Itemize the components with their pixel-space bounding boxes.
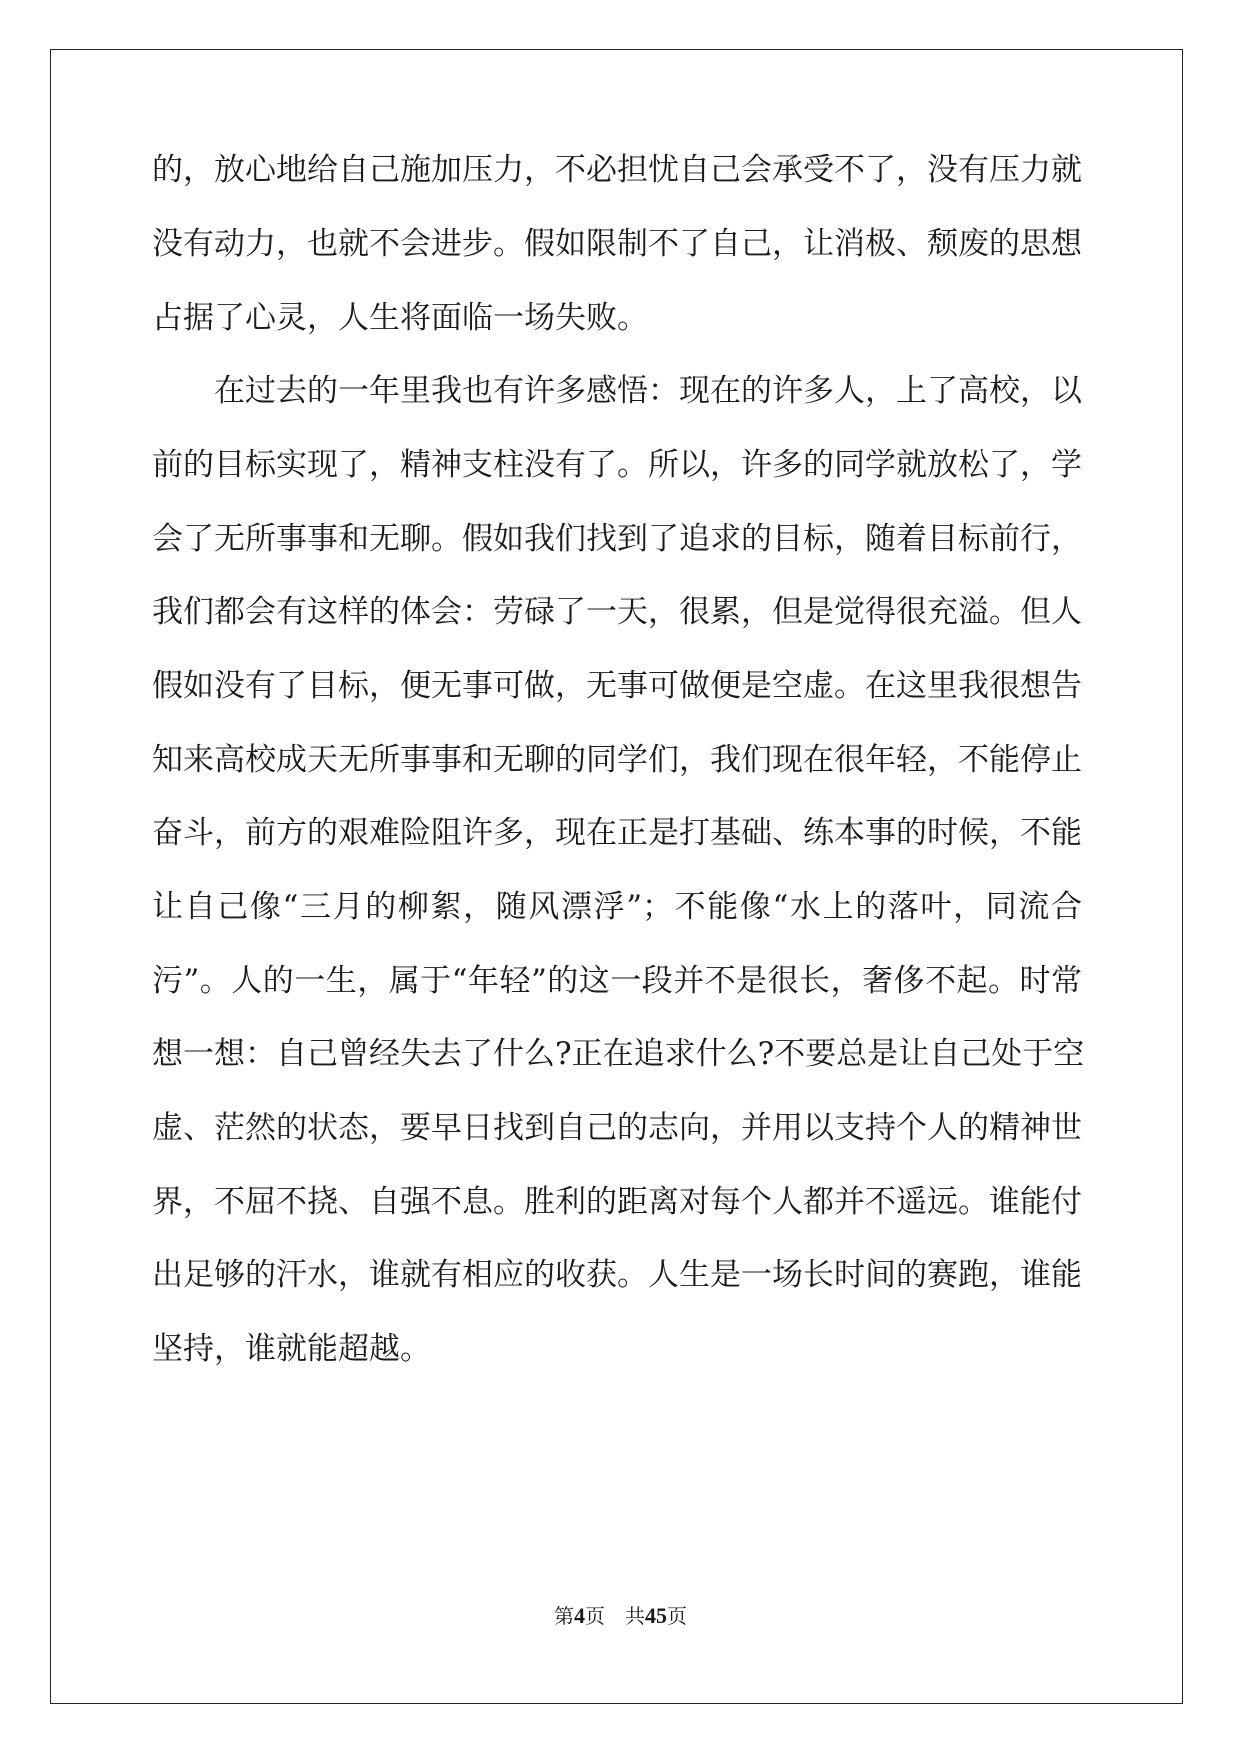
page-footer [0,1602,1241,1630]
text-line: 假如没有了目标，便无事可做，无事可做便是空虚。在这里我很想告 [152,668,1082,704]
text-line: 奋斗，前方的艰难险阻许多，现在正是打基础、练本事的时候，不能 [152,815,1082,851]
total-suffix: 页 [667,1604,687,1628]
text-line: 在过去的一年里我也有许多感悟：现在的许多人，上了高校，以 [214,373,1082,409]
text-line: 知来高校成天无所事事和无聊的同学们，我们现在很年轻，不能停止 [152,742,1082,778]
page-suffix: 页 [585,1604,605,1628]
text-line: 占据了心灵，人生将面临一场失败。 [152,300,648,336]
text-line: 会了无所事事和无聊。假如我们找到了追求的目标，随着目标前行， [152,521,1082,557]
page-number: 4 [574,1603,585,1628]
text-line: 虚、茫然的状态，要早日找到自己的志向，并用以支持个人的精神世 [152,1110,1082,1146]
text-line: 坚持，谁就能超越。 [152,1331,431,1367]
total-prefix: 共 [625,1604,645,1628]
text-line: 前的目标实现了，精神支柱没有了。所以，许多的同学就放松了，学 [152,447,1082,483]
page-prefix: 第 [554,1604,574,1628]
text-line: 污”。人的一生，属于“年轻”的这一段并不是很长，奢侈不起。时常 [152,963,1082,999]
text-line: 让自己像“三月的柳絮，随风漂浮”；不能像“水上的落叶，同流合 [152,889,1082,925]
total-pages: 45 [645,1603,667,1628]
text-line: 想一想：自己曾经失去了什么?正在追求什么?不要总是让自己处于空 [152,1036,1085,1072]
text-line: 我们都会有这样的体会：劳碌了一天，很累，但是觉得很充溢。但人 [152,594,1082,630]
text-line: 出足够的汗水，谁就有相应的收获。人生是一场长时间的赛跑，谁能 [152,1257,1082,1293]
text-line: 界，不屈不挠、自强不息。胜利的距离对每个人都并不遥远。谁能付 [152,1184,1082,1220]
text-line: 没有动力，也就不会进步。假如限制不了自己，让消极、颓废的思想 [152,226,1082,262]
text-line: 的，放心地给自己施加压力，不必担忧自己会承受不了，没有压力就 [152,152,1082,188]
